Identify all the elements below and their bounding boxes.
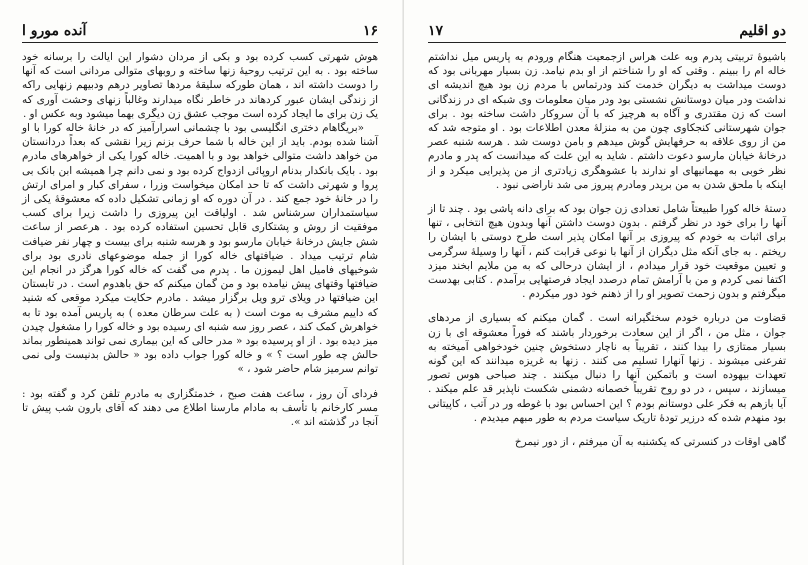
left-page-header bbox=[22, 20, 378, 42]
left-paragraph-2: «بریگاهام دختری انگلیسی بود با چشمانی اسرارآمیز که در خانهٔ خاله کورا با او آشنا شده بودم. باید از این خاله با شما حرف بزنم زیرا نقشی که بعداً دردانستان من خواهد داشت متوالی خواهد بود و با اهمیت. خاله کورا یکی از خواهرهای مادرم بود . بایک بانکدار بدنام اروپائی ازدواج کرده بود و نمی دانم چرا همیشه ابن بانک بی پروا و شهرتی داشت که تا حد امکان میخواست وزرا ، سفرای کبار و امرای ارتش را در خانهٔ خود جمع کند . در آن دوره که او زمانی تشکیل داده که معشوقهٔ یکی از سیاستمداران سرشناس شد . اولیاقت این پیروزی را داشت زیرا برای کسب موفقیت از روش و پشتکاری قابل تحسین استفاده کرده بود . هرعصر از ساعت شش جایش درخانهٔ خیابان مارسو بود و هرسه شنبه برای بیست و چهار نفر ضیافت شام ترتیب میداد . ضیافتهای خاله کورا از جمله موضوعهای نادری بود برای شوخیهای فامیل اهل لیموزن ما . پدرم می گفت که خاله کورا هرگز در انجام این ضیافتها وقتهای پیش نیامده بود و من گمان میکنم که حق باهدوم است . در تابستان این ضیافتها در ویلای ترو ویل برگزار میشد . مادرم حکایت میکرد موقعی که شنید که داییم مشرف به موت است ( به علت سرطان معده ) به پاریس آمده بود تا به خواهرش کمک کند ، عصر روز سه شنبه ای رسیده بود و خاله کورا را مشغول چیدن میز دیده بود . از او پرسیده بود « مدر حالی که این بیماری نمی تواند همینطور بماند حالش چه طور است ؟ » و خاله کورا جواب داده بود « حالش بدنیست ولی نمی توانم سرمیز شام حاضر شود ، » bbox=[22, 122, 378, 376]
left-header-rule bbox=[22, 42, 378, 43]
right-page-header bbox=[428, 20, 786, 42]
left-closing-paragraph: فردای آن روز ، ساعت هفت صبح ، خدمتگزاری به مادرم تلفن کرد و گفته بود : مسر کارخانم با تأسف به مادام مارسنا اطلاع می دهند که آقای بارون شب پیش تا آنجا در گذشته اند ». bbox=[22, 387, 378, 429]
right-page-number: ۱۷ bbox=[428, 23, 444, 39]
left-paragraph-1: هوش شهرتی کسب کرده بود و بکی از مردان دشوار این ایالت را برسانه خود ساخته بود . به این ترتیب روحیهٔ زنها ساخته و روبهای متوالی مردانی است که آنها را دوست داشته اند ، همان طورکه سلیقهٔ مردها تصاویر درهم ودبیهم زنهایی راکه از زندگی ایشان عبور کردهاند در خاطر نگاه میدارند وغالباً زنهای وحشت آوری که یک زن برای ما ایجاد کرده است موجب عشق زن دیگری بهما میشود وبه عکس او . bbox=[22, 51, 378, 120]
left-page-body bbox=[22, 50, 378, 429]
right-page bbox=[404, 0, 808, 565]
right-paragraph-4: گاهی اوقات در کنسرتی که یکشنبه به آن میرفتم ، از دور نیمرخ bbox=[514, 436, 786, 449]
right-running-title: دو اقلیم bbox=[739, 23, 786, 39]
right-paragraph-2: دستهٔ خاله کورا طبیعتاً شامل تعدادی زن جوان بود که برای دانه پاشی بود . چند تا از آنها را برای خود در نظر گرفتم . بدون دوست داشتن آنها وبدون هیچ انتخابی ، تنها برای اثبات به خودم که پیروزی بر آنها امکان پذیر است طرح دوستی با ایشان را ریختم . به جای آنکه مثل دیگران از آنها با نوعی قرابت کنم ، آنها را وسیلهٔ سرگرمی و تعیین موقعیت خود قرار میدادم ، از ایشان درحالی که به من ملایم ابخند میزد اکتفا نمی کردم و من با آرامش تمام درصدد ایجاد فرصتهایی برآمدم . کتابی بهدست میگرفتم و بدون زحمت تصویر او را از ذهنم خود دور میکردم . bbox=[428, 203, 786, 301]
right-header-rule bbox=[428, 42, 786, 43]
right-paragraph-3: قضاوت من درباره خودم سختگیرانه است . گمان میکنم که بسیاری از مردهای جوان ، مثل من ، اگر از این سعادت برخوردار باشند که فوراً معشوقه ای با زن بسیار ممتازی را بیدا کنند ، تقریباً به ناچار دستخوش چنین خودخواهی آمیخته به تفرعنی میشوند . زنها آنهارا تسلیم می کنند . زنها به غریزه میدانند که این گونه تعهدات بیهوده است و باتمکین آنها را دنبال میکنند . چند صباحی هوس تصور میسازند ، سپس ، در دو روح تقریباً خصمانه دشمنی شکست ناپذیر قد علم میکند . آیا بازهم به فکر علی دوستانم بودم ؟ این احساس بود با غوطه ور در آتب ، کاپیتانی بود منهدم شده که درزیر تودهٔ تاریک سیاست مردم به طور مبهم میدیدم . bbox=[428, 312, 786, 424]
right-page-body bbox=[428, 50, 786, 449]
left-running-title: آنده مورو ا bbox=[22, 23, 87, 39]
right-paragraph-1: باشیوهٔ تربیتی پدرم وبه علت هراس ازجمعیت هنگام ورودم به پاریس میل نداشتم خاله ام را ببینم . وقتی که او را شناختم از او بدم نیامد. زن بسیار مهربانی بود که دوست میداشت به دیگران خدمت کند ودرتماس با مردم زن بود هیچ اندیشه ای نداشت ودر میان دوستانش نشستی بود ودر میان معلومات وی شبکه ای در زندگانی است که زن مقتدری و آگاه به هرچیز که با آن سروکار داشت ساخته بود . برای جوان شهرستانی کنجکاوی چون من به منزلهٔ معدن اطلاعات بود . او متوجه شد که من از روی علاقه به حرفهایش گوش میدهم و بامن دوست شد . هرسه شنبه عصر درخانهٔ خیابان مارسو دعوت داشتم . شاید به این علت که میدانست که پدر و مادرم نظر خوبی به مهمانیهای او ندارند با عشوهگری زیادتری از من پذیرایی میکرد و از اینکه با ملحق شدن به من برپدر ومادرم پیروز می شد ناراضی نبود . bbox=[428, 51, 786, 191]
left-page-number: ۱۶ bbox=[362, 23, 378, 39]
